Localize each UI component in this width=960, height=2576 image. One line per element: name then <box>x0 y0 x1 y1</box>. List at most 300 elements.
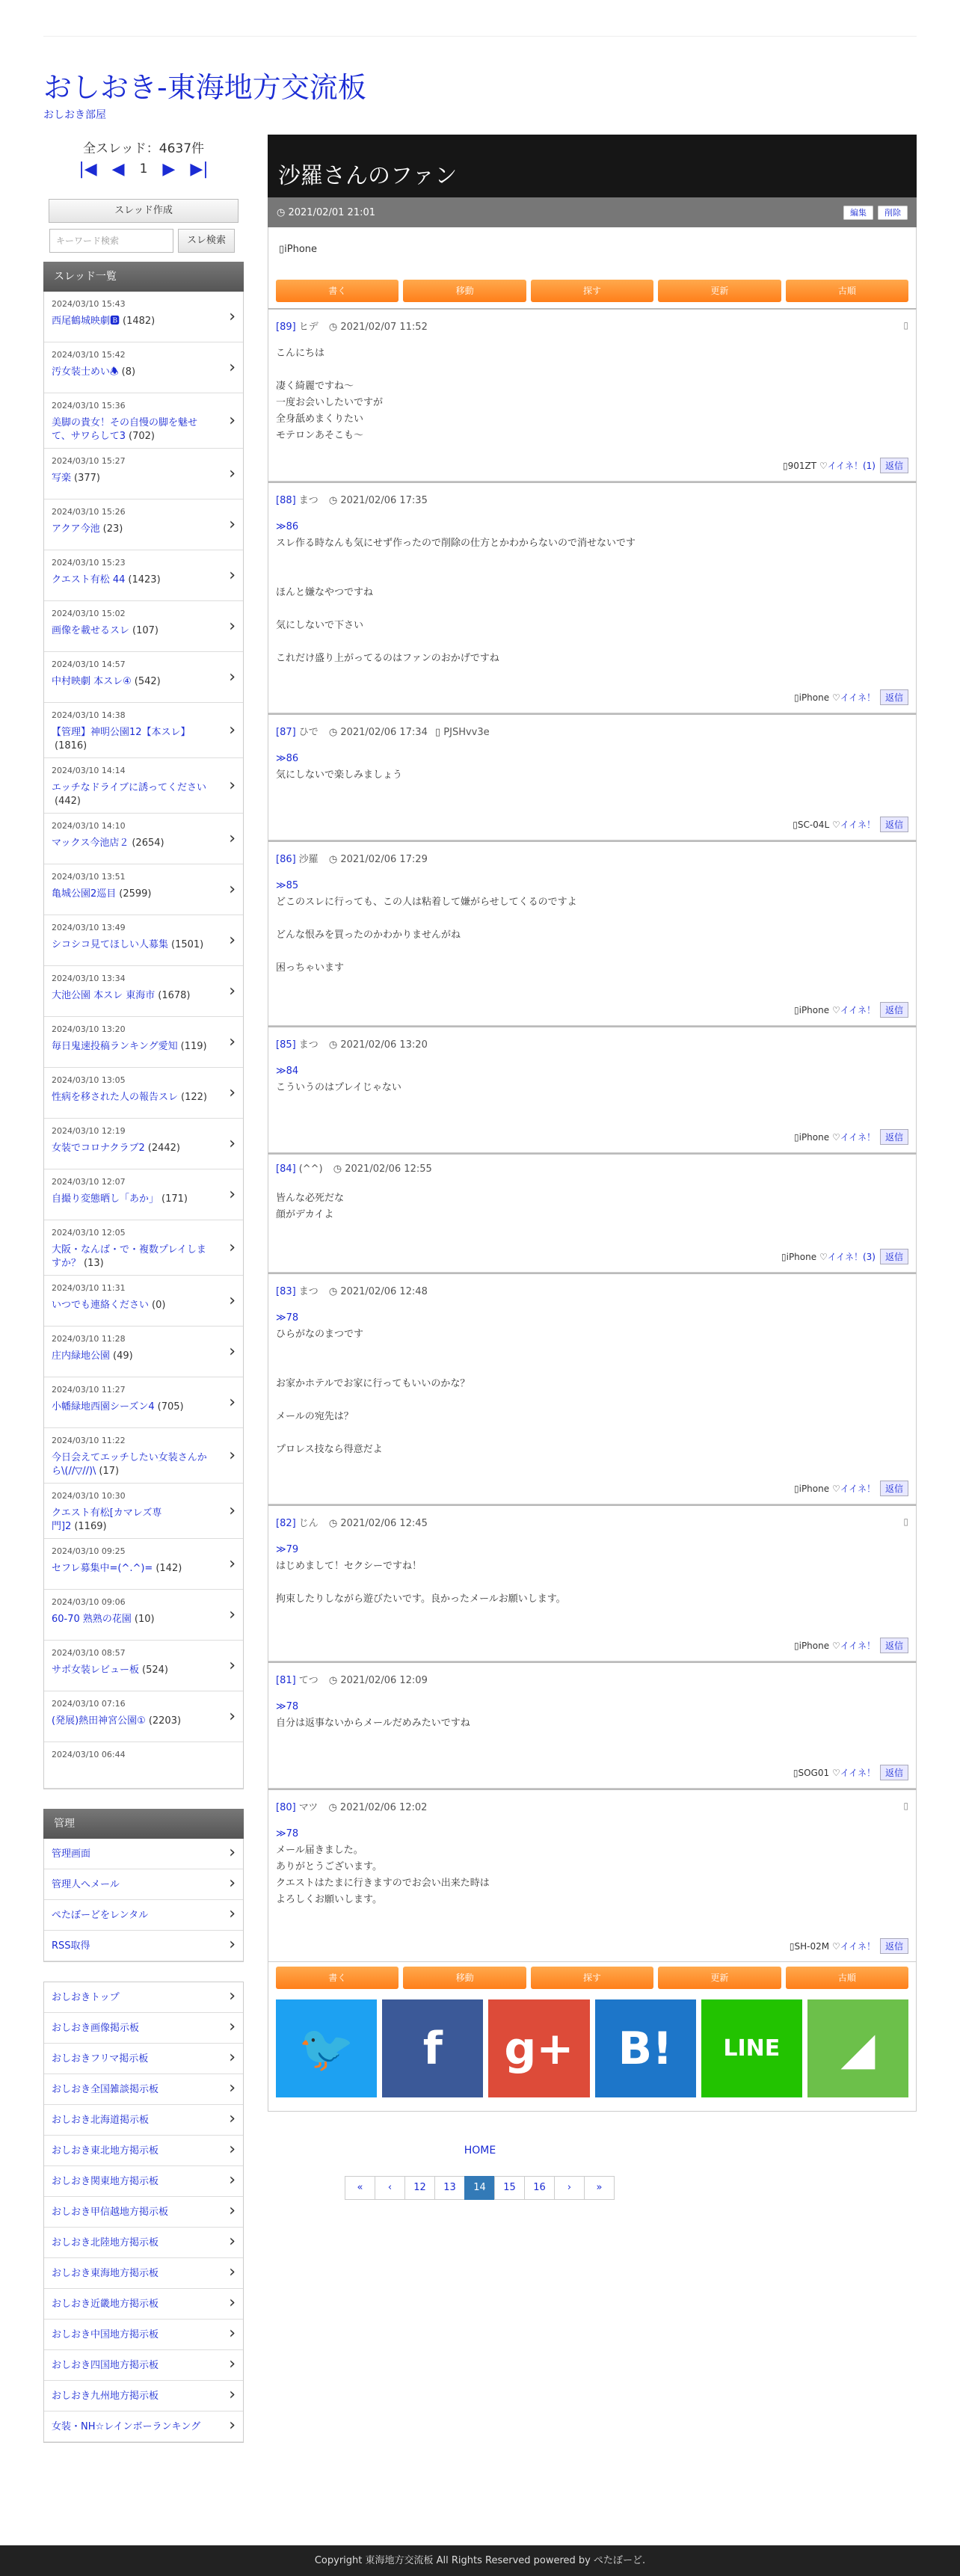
thread-date: 2024/03/10 12:05 <box>52 1228 126 1238</box>
action-buttons-bottom <box>268 1962 917 1995</box>
post-header <box>276 492 908 508</box>
thread-link[interactable]: 大池公園 本スレ 東海市 <box>52 990 156 1001</box>
chevron-right-icon: › <box>229 667 236 686</box>
board-links <box>43 1982 244 2443</box>
thread-list-item[interactable] <box>44 1590 243 1641</box>
post-item <box>268 482 917 713</box>
chevron-right-icon: › <box>229 357 236 377</box>
admin-link[interactable] <box>44 1900 243 1931</box>
thread-link[interactable]: 毎日鬼速投稿ランキング愛知 <box>52 1041 178 1052</box>
post-text: 気にしないで楽しみましょう <box>276 769 403 781</box>
thread-count: (119) <box>180 1041 207 1052</box>
footer: Copyright 東海地方交流板 All Rights Reserved powered by ぺたぼーど. <box>0 2545 960 2576</box>
reply-anchor[interactable]: ≫78 <box>276 1828 299 1839</box>
thread-link[interactable]: 亀城公園2巡目 <box>52 888 117 900</box>
thread-date: 2024/03/10 15:23 <box>52 558 126 568</box>
admin-link-label[interactable]: RSS取得 <box>52 1940 90 1952</box>
thread-link[interactable]: 小幡緑地西園シーズン4 <box>52 1401 155 1413</box>
main <box>268 135 917 2112</box>
reply-button[interactable]: 返信 <box>880 1129 908 1145</box>
chevron-right-icon: › <box>229 565 236 585</box>
reply-button[interactable]: 返信 <box>880 1249 908 1264</box>
thread-count: (8) <box>121 366 136 378</box>
thread-link[interactable]: 中村映劇 本スレ④ <box>52 676 132 687</box>
search-button[interactable]: スレ検索 <box>178 229 235 253</box>
thread-list-item[interactable] <box>44 814 243 864</box>
thread-list-item[interactable] <box>44 1017 243 1068</box>
board-link-label[interactable]: おしおき関東地方掲示板 <box>52 2176 159 2187</box>
thread-date: 2024/03/10 11:22 <box>52 1436 126 1445</box>
post-body <box>276 1699 908 1732</box>
admin-link-label[interactable]: 管理人へメール <box>52 1879 120 1890</box>
thread-list-item[interactable] <box>44 1377 243 1428</box>
action-move-button[interactable]: 移動 <box>403 280 526 302</box>
thread-title-line <box>52 675 213 689</box>
board-link[interactable] <box>44 2105 243 2136</box>
reply-button[interactable]: 返信 <box>880 1938 908 1954</box>
action-sort-button[interactable]: 古順 <box>786 280 908 302</box>
post-text: はじめまして！セクシーですね！ 拘束したりしながら遊びたいです。良かったメールお願いします。 <box>276 1561 566 1605</box>
post-number[interactable]: [88] <box>276 495 296 506</box>
post-text: こういうのはプレイじゃない <box>276 1082 401 1093</box>
admin-link-label[interactable]: 管理画面 <box>52 1848 91 1860</box>
thread-link[interactable]: サポ女装レビュー板 <box>52 1664 140 1676</box>
board-link[interactable] <box>44 1982 243 2013</box>
clock-icon: ◷ <box>325 727 341 738</box>
feedly-icon[interactable]: ◢ <box>807 1999 908 2097</box>
board-link[interactable] <box>44 2381 243 2411</box>
phone-icon: ▯ <box>794 1484 799 1494</box>
post-footer <box>783 458 908 473</box>
board-link[interactable] <box>44 2350 243 2381</box>
reply-anchor[interactable]: ≫84 <box>276 1066 299 1077</box>
thread-link[interactable]: 汚女装士めい🕭 <box>52 366 119 378</box>
board-link-label[interactable]: おしおき東北地方掲示板 <box>52 2145 159 2157</box>
board-link-label[interactable]: おしおき四国地方掲示板 <box>52 2360 159 2371</box>
reply-anchor[interactable]: ≫78 <box>276 1701 299 1712</box>
chevron-right-icon: › <box>229 2232 236 2251</box>
chevron-right-icon: › <box>229 464 236 483</box>
board-link[interactable] <box>44 2258 243 2289</box>
thread-link[interactable]: 大阪・なんば・で・複数プレイしますか？ <box>52 1244 206 1269</box>
phone-icon: ▯ <box>794 1641 799 1651</box>
chevron-right-icon: › <box>229 2416 236 2435</box>
thread-date: 2024/03/10 11:28 <box>52 1334 126 1344</box>
thread-title-line <box>52 781 213 808</box>
post-footer <box>781 1249 908 1264</box>
action-buttons-top <box>268 275 917 308</box>
heart-icon: ♡ <box>829 1005 840 1015</box>
edit-button[interactable]: 編集 <box>843 206 873 220</box>
thread-list-item[interactable] <box>44 1068 243 1119</box>
board-link-label[interactable]: おしおき北陸地方掲示板 <box>52 2237 159 2248</box>
post-item <box>268 1026 917 1153</box>
page-link[interactable]: › <box>554 2176 585 2200</box>
like-button[interactable]: イイネ！ <box>840 820 876 830</box>
thread-date: 2024/03/10 15:26 <box>52 507 126 517</box>
thread-list-item[interactable] <box>44 1484 243 1539</box>
thread-link[interactable]: 庄内緑地公園 <box>52 1350 111 1362</box>
thread-count: (2599) <box>119 888 152 900</box>
thread-list-item[interactable] <box>44 1428 243 1484</box>
chevron-right-icon: › <box>229 1987 236 2005</box>
post-list <box>268 308 917 1962</box>
thread-date: 2024/03/10 11:31 <box>52 1283 126 1293</box>
chevron-right-icon: › <box>229 879 236 899</box>
thread-list-item[interactable] <box>44 1742 243 1789</box>
thread-list-item[interactable] <box>44 703 243 758</box>
like-button[interactable]: イイネ！ <box>840 692 876 703</box>
thread-list-item[interactable] <box>44 1539 243 1590</box>
post-ua: iPhone <box>799 1132 830 1143</box>
board-link[interactable] <box>44 2228 243 2258</box>
thread-list-title: スレッド一覧 <box>43 262 244 292</box>
post-body <box>276 1190 908 1223</box>
thread-date: 2024/03/10 06:44 <box>52 1750 126 1759</box>
board-link-label[interactable]: おしおきフリマ掲示板 <box>52 2053 149 2065</box>
thread-count: (10) <box>134 1614 155 1625</box>
chevron-right-icon: › <box>229 1706 236 1726</box>
heart-icon: ♡ <box>829 1641 840 1651</box>
thread-list-item[interactable] <box>44 550 243 601</box>
thread-link[interactable]: 写楽 <box>52 473 72 484</box>
heart-icon: ♡ <box>816 461 828 471</box>
like-button[interactable]: イイネ！ <box>840 1641 876 1651</box>
board-link-label[interactable]: おしおき中国地方掲示板 <box>52 2329 159 2340</box>
board-link[interactable] <box>44 2013 243 2044</box>
thread-count: (171) <box>161 1193 188 1205</box>
thread-date: 2024/03/10 09:06 <box>52 1597 126 1607</box>
post-item <box>268 308 917 482</box>
reply-button[interactable]: 返信 <box>880 1638 908 1653</box>
thread-link[interactable]: アクア今池 <box>52 523 100 535</box>
last-page-icon[interactable]: ▶| <box>190 159 209 179</box>
thread-list-item[interactable] <box>44 393 243 449</box>
phone-icon: ▯ <box>793 1768 799 1778</box>
hatena-icon[interactable]: B! <box>595 1999 696 2097</box>
chevron-right-icon: › <box>229 1605 236 1624</box>
post-number[interactable]: [81] <box>276 1675 296 1686</box>
chevron-right-icon: › <box>229 1501 236 1520</box>
site-subtitle[interactable]: おしおき部屋 <box>43 109 106 121</box>
home-link[interactable]: HOME <box>464 2145 496 2157</box>
reply-anchor[interactable]: ≫78 <box>276 1312 299 1324</box>
heart-icon: ♡ <box>829 820 840 830</box>
page-link[interactable]: 12 <box>404 2176 435 2200</box>
clock-icon: ◷ <box>325 854 341 865</box>
reply-anchor[interactable]: ≫86 <box>276 521 299 532</box>
thread-title-line <box>52 416 213 443</box>
board-link-label[interactable]: おしおき全国雑談掲示板 <box>52 2084 159 2095</box>
page-link[interactable]: » <box>584 2176 615 2200</box>
thread-date: 2024/03/10 11:27 <box>52 1385 126 1395</box>
post-body <box>276 1826 908 1908</box>
reply-button[interactable]: 返信 <box>880 817 908 832</box>
board-link[interactable] <box>44 2074 243 2105</box>
post-item <box>268 713 917 840</box>
thread-user-agent <box>268 227 917 275</box>
post-footer <box>794 1002 908 1018</box>
clock-icon: ◷ <box>325 1802 340 1813</box>
phone-icon: ▯ <box>793 820 798 830</box>
thread-list-item[interactable] <box>44 1169 243 1220</box>
board-link[interactable] <box>44 2320 243 2350</box>
action-write-button[interactable]: 書く <box>276 1967 399 1989</box>
thread-date: 2024/03/10 13:34 <box>52 974 126 983</box>
thread-list-item[interactable] <box>44 1691 243 1742</box>
thread-title-line <box>52 1715 213 1728</box>
post-date: 2021/02/06 17:34 <box>340 727 428 738</box>
thread-link[interactable]: マックス今池店２ <box>52 837 129 849</box>
post-author: じん <box>298 1518 319 1529</box>
board-link-label[interactable]: おしおき近畿地方掲示板 <box>52 2299 159 2310</box>
post-author: (^^) <box>298 1163 323 1175</box>
next-page-icon[interactable]: ▶ <box>162 159 176 179</box>
post-text: こんにちは 凄く綺麗ですね〜 一度お会いしたいですが 全身舐めまくりたい モテロンあそこも〜 <box>276 348 384 441</box>
thread-date: 2024/03/10 13:20 <box>52 1024 126 1034</box>
board-link-label[interactable]: おしおきトップ <box>52 1992 120 2003</box>
thread-list-item[interactable] <box>44 1276 243 1327</box>
thread-list-item[interactable] <box>44 966 243 1017</box>
thread-date: 2024/03/10 07:16 <box>52 1699 126 1709</box>
thread-list-item[interactable] <box>44 1119 243 1169</box>
thread-link[interactable]: 60-70 熟熟の花園 <box>52 1614 132 1625</box>
chevron-right-icon: › <box>229 720 236 740</box>
bookmark-icon[interactable]: ▯ <box>903 320 908 331</box>
like-button[interactable]: イイネ！ <box>840 1941 876 1952</box>
action-sort-button[interactable]: 古順 <box>786 1967 908 1989</box>
admin-link[interactable] <box>44 1869 243 1900</box>
page-link[interactable]: ‹ <box>375 2176 405 2200</box>
post-body <box>276 1310 908 1458</box>
post-header <box>276 1799 908 1816</box>
phone-icon: ▯ <box>781 1252 787 1262</box>
action-find-button[interactable]: 探す <box>531 280 653 302</box>
like-button[interactable]: イイネ！ <box>840 1484 876 1494</box>
action-refresh-button[interactable]: 更新 <box>658 1967 781 1989</box>
thread-date: 2024/03/10 15:27 <box>52 456 126 466</box>
thread-link[interactable]: いつでも連絡ください <box>52 1300 150 1311</box>
post-body <box>276 1063 908 1096</box>
thread-count: (702) <box>129 431 155 442</box>
thread-link[interactable]: 今日会えてエッチしたい女装さんから\(//▽//)\ <box>52 1452 207 1477</box>
thread-count: (122) <box>181 1092 207 1103</box>
thread-list-item[interactable] <box>44 758 243 814</box>
page-link[interactable]: 13 <box>434 2176 465 2200</box>
thread-title-line <box>52 1091 213 1104</box>
thread-list-item[interactable] <box>44 864 243 915</box>
post-footer <box>794 1481 908 1496</box>
page-link[interactable]: 15 <box>494 2176 525 2200</box>
thread-list-item[interactable] <box>44 915 243 966</box>
thread-link[interactable]: シコシコ見てほしい人募集 <box>52 939 169 950</box>
heart-icon: ♡ <box>829 1484 840 1494</box>
like-button[interactable]: イイネ！(1) <box>827 461 876 471</box>
thread-list-item[interactable] <box>44 1327 243 1377</box>
thread-count: (1423) <box>128 574 161 585</box>
reply-button[interactable]: 返信 <box>880 1765 908 1780</box>
like-button[interactable]: イイネ！ <box>840 1132 876 1143</box>
page-link[interactable]: 16 <box>524 2176 555 2200</box>
chevron-right-icon: › <box>229 2140 236 2159</box>
chevron-right-icon: › <box>229 2079 236 2097</box>
twitter-icon[interactable]: 🐦 <box>276 1999 377 2097</box>
create-thread-button[interactable]: スレッド作成 <box>49 199 239 223</box>
board-link-label[interactable]: おしおき東海地方掲示板 <box>52 2268 159 2279</box>
post-footer <box>790 1938 908 1954</box>
post-number[interactable]: [82] <box>276 1518 296 1529</box>
google-plus-icon[interactable]: g+ <box>488 1999 589 2097</box>
thread-list-item[interactable] <box>44 499 243 550</box>
page-link[interactable]: « <box>345 2176 375 2200</box>
line-icon[interactable]: LINE <box>701 1999 802 2097</box>
thread-date: 2024/03/10 14:10 <box>52 821 126 831</box>
thread-date: 2024/03/10 13:51 <box>52 872 126 882</box>
thread-title-line <box>52 366 213 379</box>
like-button[interactable]: イイネ！(3) <box>827 1252 876 1262</box>
thread-count: (23) <box>102 523 123 535</box>
post-text: メール届きました。 ありがとうございます。 クエストはたまに行きますのでお会い出来た時は よろしくお願いします。 <box>276 1845 490 1905</box>
post-number[interactable]: [86] <box>276 854 296 865</box>
search-input[interactable]: キーワード検索 <box>49 229 173 253</box>
heart-icon: ♡ <box>829 1941 840 1952</box>
thread-count: (1169) <box>74 1521 107 1532</box>
post-number[interactable]: [84] <box>276 1163 296 1175</box>
board-link-label[interactable]: おしおき画像掲示板 <box>52 2023 140 2034</box>
thread-title-line <box>52 1562 213 1576</box>
post-number[interactable]: [89] <box>276 322 296 333</box>
post-author: まつ <box>298 495 319 506</box>
reply-button[interactable]: 返信 <box>880 1481 908 1496</box>
thread-title-line <box>52 1664 213 1677</box>
bookmark-icon[interactable]: ▯ <box>903 1516 908 1527</box>
thread-title-line <box>52 1613 213 1626</box>
chevron-right-icon: › <box>229 1656 236 1675</box>
thread-title-line <box>52 624 213 638</box>
post-header <box>276 1672 908 1688</box>
reply-anchor[interactable]: ≫86 <box>276 753 299 764</box>
site-title[interactable]: おしおき-東海地方交流板 <box>43 71 366 104</box>
page-link[interactable]: 14 <box>464 2176 495 2200</box>
thread-count: (1678) <box>158 990 191 1001</box>
post-item <box>268 840 917 1026</box>
reply-anchor[interactable]: ≫79 <box>276 1544 299 1555</box>
thread-date: 2024/03/10 15:43 <box>52 299 126 309</box>
action-move-button[interactable]: 移動 <box>403 1967 526 1989</box>
admin-link[interactable] <box>44 1839 243 1869</box>
thread-list-item[interactable] <box>44 292 243 342</box>
post-body <box>276 751 908 784</box>
post-number[interactable]: [87] <box>276 727 296 738</box>
reply-anchor[interactable]: ≫85 <box>276 880 299 891</box>
thread-list-item[interactable] <box>44 449 243 499</box>
chevron-right-icon: › <box>229 1935 236 1954</box>
thread-link[interactable]: (発展)熱田神宮公園① <box>52 1715 146 1727</box>
action-refresh-button[interactable]: 更新 <box>658 280 781 302</box>
thread-list-item[interactable] <box>44 601 243 652</box>
post-author: てつ <box>298 1675 319 1686</box>
thread-link[interactable]: 自撮り変態晒し「あか」 <box>52 1193 159 1205</box>
thread-count: (1816) <box>55 740 87 751</box>
board-link[interactable] <box>44 2197 243 2228</box>
thread-list-item[interactable] <box>44 342 243 393</box>
board-link-label[interactable]: 女装・NH☆レインボーランキング <box>52 2421 201 2432</box>
chevron-right-icon: › <box>229 2201 236 2220</box>
chevron-right-icon: › <box>229 2385 236 2404</box>
thread-count: (107) <box>132 625 159 636</box>
thread-link[interactable]: 西尾鶴城映劇🅱 <box>52 316 120 327</box>
thread-count: (377) <box>74 473 100 484</box>
thread-list-item[interactable] <box>44 652 243 703</box>
thread-count: (524) <box>142 1664 168 1676</box>
thread-list-item[interactable] <box>44 1220 243 1276</box>
thread-count: (442) <box>55 796 81 807</box>
thread-link[interactable]: 美脚の貴女！その自慢の脚を魅せて、サワらして3 <box>52 417 198 442</box>
admin-link[interactable] <box>44 1931 243 1961</box>
admin-link-label[interactable]: ぺたぼーどをレンタル <box>52 1910 149 1921</box>
heart-icon: ♡ <box>829 1768 840 1778</box>
thread-link[interactable]: クエスト有松[カマレズ専門]2 <box>52 1507 162 1532</box>
post-number[interactable]: [85] <box>276 1039 296 1051</box>
clock-icon: ◷ <box>325 1286 341 1297</box>
post-date: 2021/02/06 12:45 <box>340 1518 428 1529</box>
board-link-label[interactable]: おしおき九州地方掲示板 <box>52 2391 159 2402</box>
prev-page-icon[interactable]: ◀ <box>111 159 125 179</box>
post-header <box>276 319 908 335</box>
thread-link[interactable]: 女装でコロナクラブ2 <box>52 1143 145 1154</box>
board-link[interactable] <box>44 2044 243 2074</box>
post-body <box>276 519 908 667</box>
chevron-right-icon: › <box>229 1238 236 1257</box>
thread-date: 2024/03/10 15:42 <box>52 350 126 360</box>
facebook-icon[interactable]: f <box>382 1999 483 2097</box>
post-ua: 901ZT <box>787 461 817 471</box>
thread-link[interactable]: エッチなドライブに誘ってください <box>52 782 206 793</box>
post-number[interactable]: [80] <box>276 1802 296 1813</box>
post-date: 2021/02/07 11:52 <box>340 322 428 333</box>
thread-count: (2654) <box>132 837 164 849</box>
chevron-right-icon: › <box>229 2293 236 2312</box>
reply-button[interactable]: 返信 <box>880 1002 908 1018</box>
action-write-button[interactable]: 書く <box>276 280 399 302</box>
board-link-label[interactable]: おしおき北海道掲示板 <box>52 2115 150 2126</box>
pagination <box>0 2176 960 2200</box>
thread-link[interactable]: 画像を載せるスレ <box>52 625 130 636</box>
first-page-icon[interactable]: |◀ <box>79 159 97 179</box>
thread-title-line <box>52 1451 213 1478</box>
board-link[interactable] <box>44 2411 243 2442</box>
like-button[interactable]: イイネ！ <box>840 1005 876 1015</box>
phone-icon: ▯ <box>794 1132 799 1143</box>
bookmark-icon[interactable]: ▯ <box>903 1801 908 1811</box>
reply-button[interactable]: 返信 <box>880 458 908 473</box>
delete-button[interactable]: 削除 <box>878 206 908 220</box>
board-link[interactable] <box>44 2289 243 2320</box>
thread-link[interactable]: 【管理】神明公園12【本スレ】 <box>52 727 191 738</box>
thread-date: 2024/03/10 15:02 <box>52 609 126 618</box>
post-number[interactable]: [83] <box>276 1286 296 1297</box>
like-button[interactable]: イイネ！ <box>840 1768 876 1778</box>
board-link-label[interactable]: おしおき甲信越地方掲示板 <box>52 2207 169 2218</box>
thread-link[interactable]: 性病を移された人の報告スレ <box>52 1092 179 1103</box>
thread-list-item[interactable] <box>44 1641 243 1691</box>
thread-title-line <box>52 726 213 753</box>
thread-link[interactable]: クエスト有松 44 <box>52 574 126 585</box>
post-text: ひらがなのまつです お家かホテルでお家に行ってもいいのかな？ メールの宛先は？ プロレス技なら得意だよ <box>276 1329 470 1455</box>
thread-link[interactable]: セフレ募集中=(^.^)= <box>52 1563 153 1574</box>
reply-button[interactable]: 返信 <box>880 689 908 705</box>
action-find-button[interactable]: 探す <box>531 1967 653 1989</box>
